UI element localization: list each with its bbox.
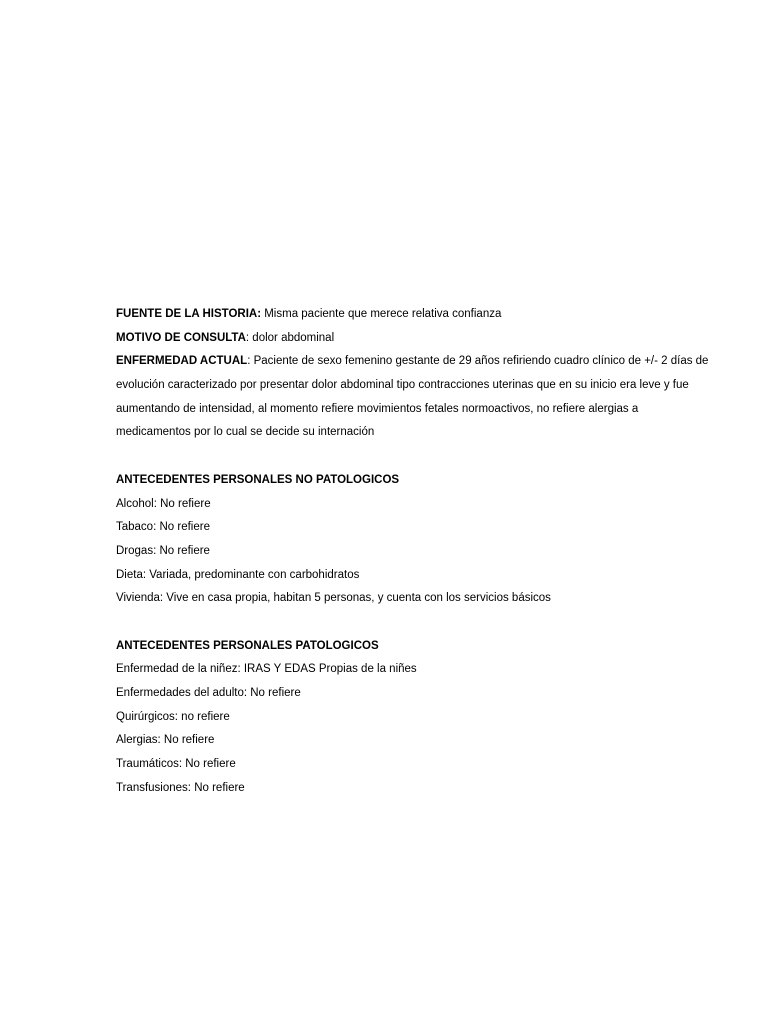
history-source-line xyxy=(116,303,706,327)
list-item: Enfermedad de la niñez: IRAS Y EDAS Propias de la niñes xyxy=(116,663,417,676)
list-item: Alergias: No refiere xyxy=(116,734,215,747)
current-illness-line: medicamentos por lo cual se decide su internación xyxy=(116,426,375,439)
list-item: Quirúrgicos: no refiere xyxy=(116,710,230,723)
current-illness-paragraph xyxy=(116,350,709,445)
current-illness-label: ENFERMEDAD ACTUAL xyxy=(116,355,248,368)
non-pathological-heading xyxy=(116,469,706,493)
list-item: Enfermedades del adulto: No refiere xyxy=(116,687,301,699)
consult-reason-label: MOTIVO DE CONSULTA xyxy=(116,331,246,344)
current-illness-line xyxy=(116,350,709,374)
pathological-heading-text: ANTECEDENTES PERSONALES PATOLOGICOS xyxy=(116,639,379,652)
list-item: Transfusiones: No refiere xyxy=(116,781,245,794)
consult-reason-line xyxy=(116,327,706,351)
current-illness-text: : Paciente de sexo femenino gestante de 29 años refiriendo cuadro clínico de +/- 2 días de xyxy=(247,355,709,368)
list-item: Drogas: No refiere xyxy=(116,544,210,557)
history-source-label: FUENTE DE LA HISTORIA: xyxy=(116,308,262,320)
pathological-heading xyxy=(116,635,706,659)
list-item: Alcohol: No refiere xyxy=(116,497,211,510)
spacer xyxy=(116,611,706,635)
list-item: Vivienda: Vive en casa propia, habitan 5 personas, y cuenta con los servicios básicos xyxy=(116,592,551,605)
document-body xyxy=(116,303,709,800)
current-illness-line: evolución caracterizado por presentar dolor abdominal tipo contracciones uterinas que en su inicio era leve y fue xyxy=(116,379,689,392)
list-item: Dieta: Variada, predominante con carbohidratos xyxy=(116,568,360,581)
history-source-value: Misma paciente que merece relativa confianza xyxy=(261,308,502,320)
current-illness-line: aumentando de intensidad, al momento refiere movimientos fetales normoactivos, no refiere alergias a xyxy=(116,402,639,415)
list-item: Traumáticos: No refiere xyxy=(116,758,236,771)
list-item: Tabaco: No refiere xyxy=(116,521,210,534)
spacer xyxy=(116,445,706,469)
non-pathological-heading-text: ANTECEDENTES PERSONALES NO PATOLOGICOS xyxy=(116,473,400,486)
consult-reason-value: : dolor abdominal xyxy=(245,331,335,344)
